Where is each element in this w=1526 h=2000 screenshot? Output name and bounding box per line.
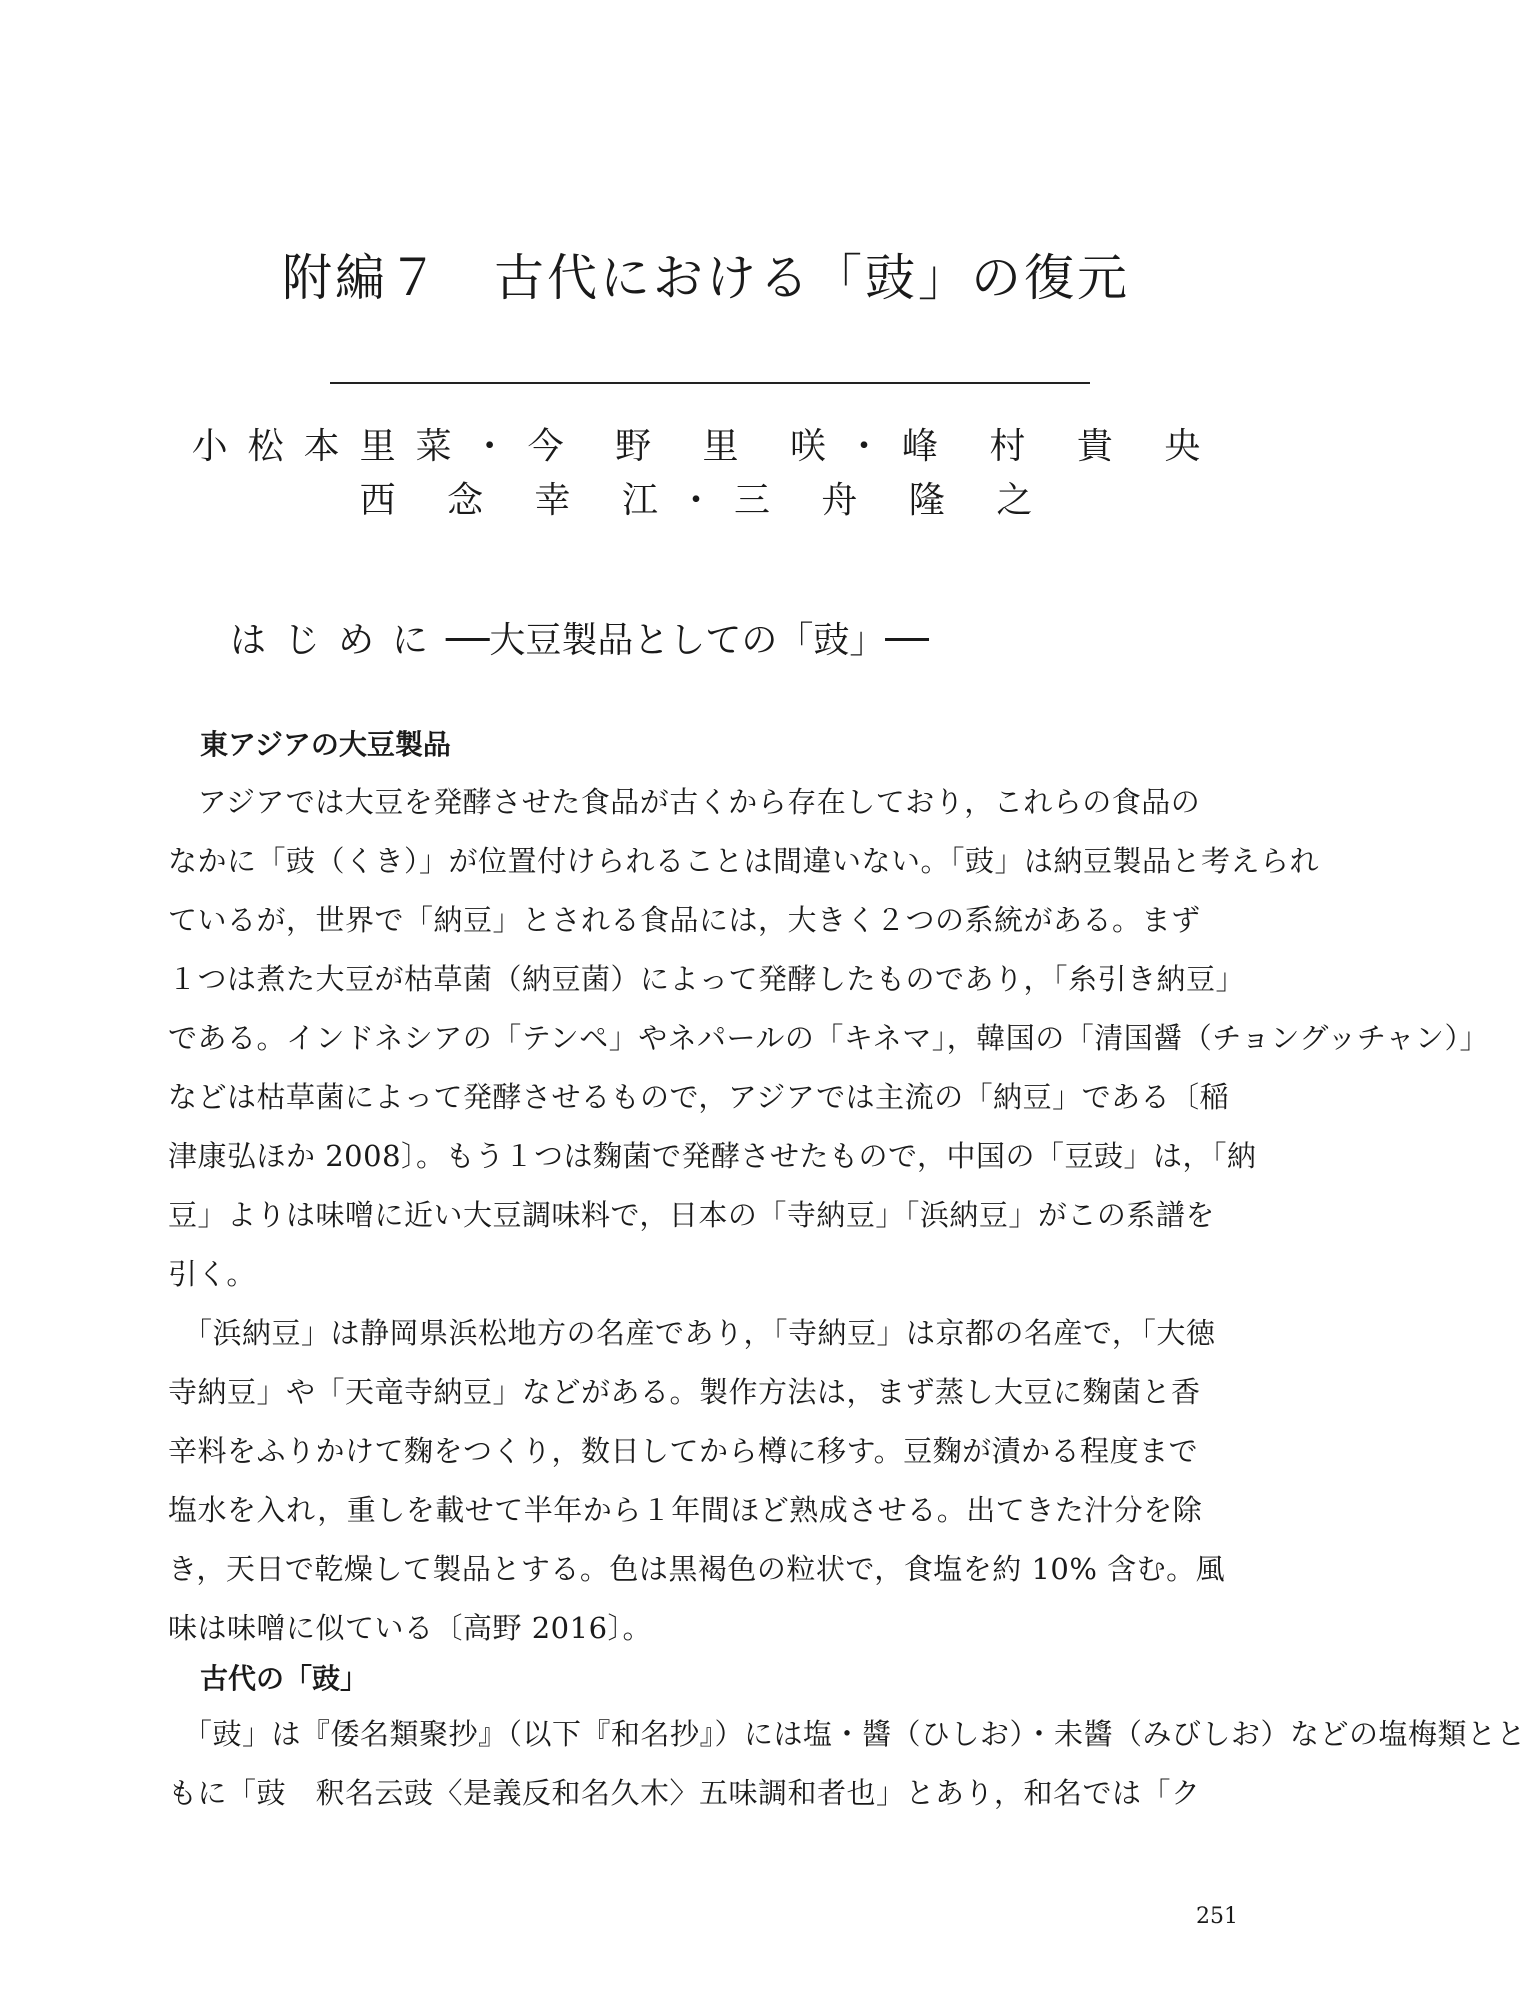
- body-line: 「豉」は『倭名類聚抄』（以下『和名抄』）には塩・醬（ひしお）・未醬（みびしお）などの塩梅類とと: [168, 1717, 1526, 1751]
- body-line: 味は味噌に似ている〔高野 2016〕。: [168, 1611, 653, 1645]
- body-line: き，天日で乾燥して製品とする。色は黒褐色の粒状で，食塩を約 10% 含む。風: [168, 1552, 1226, 1586]
- intro-heading: [230, 612, 929, 663]
- body-line: である。インドネシアの「テンペ」やネパールの「キネマ」，韓国の「清国醤（チョングッチャン）」: [168, 1021, 1490, 1055]
- body-line: 寺納豆」や「天竜寺納豆」などがある。製作方法は，まず蒸し大豆に麴菌と香: [168, 1375, 1201, 1409]
- body-line: 引く。: [168, 1257, 256, 1291]
- body-line: もに「豉 釈名云豉〈是義反和名久木〉五味調和者也」とあり，和名では「ク: [168, 1776, 1201, 1810]
- authors-line-1: 小松本里菜・今 野 里 咲・峰 村 貴 央: [191, 426, 1221, 467]
- intro-heading-subtitle: ──大豆製品としての「豉」──: [446, 620, 929, 661]
- title-divider: [330, 382, 1090, 384]
- authors-line-2: 西 念 幸 江・三 舟 隆 之: [359, 480, 1053, 521]
- body-line: 「浜納豆」は静岡県浜松地方の名産であり，「寺納豆」は京都の名産で，「大徳: [168, 1316, 1216, 1350]
- body-line: なかに「豉（くき）」が位置付けられることは間違いない。「豉」は納豆製品と考えられ: [168, 844, 1320, 878]
- body-line: ているが，世界で「納豆」とされる食品には，大きく２つの系統がある。まず: [168, 903, 1201, 937]
- intro-heading-main: はじめに: [230, 620, 447, 661]
- body-line: 豆」よりは味噌に近い大豆調味料で，日本の「寺納豆」「浜納豆」がこの系譜を: [168, 1198, 1215, 1232]
- page-number: 251: [1196, 1904, 1238, 1929]
- body-line: などは枯草菌によって発酵させるもので，アジアでは主流の「納豆」である〔稲: [168, 1080, 1230, 1114]
- body-line: １つは煮た大豆が枯草菌（納豆菌）によって発酵したものであり，「糸引き納豆」: [168, 962, 1246, 996]
- body-line: 津康弘ほか 2008〕。もう１つは麴菌で発酵させたもので，中国の「豆豉」は，「納: [168, 1139, 1257, 1173]
- section-heading-east-asia: 東アジアの大豆製品: [200, 728, 451, 761]
- article-title: 附編７ 古代における「豉」の復元: [282, 249, 1130, 307]
- body-line: アジアでは大豆を発酵させた食品が古くから存在しており，これらの食品の: [168, 785, 1201, 819]
- body-line: 辛料をふりかけて麴をつくり，数日してから樽に移す。豆麴が漬かる程度まで: [168, 1434, 1199, 1468]
- section-heading-ancient-kuki: 古代の「豉」: [200, 1662, 369, 1695]
- body-line: 塩水を入れ，重しを載せて半年から１年間ほど熟成させる。出てきた汁分を除: [168, 1493, 1203, 1527]
